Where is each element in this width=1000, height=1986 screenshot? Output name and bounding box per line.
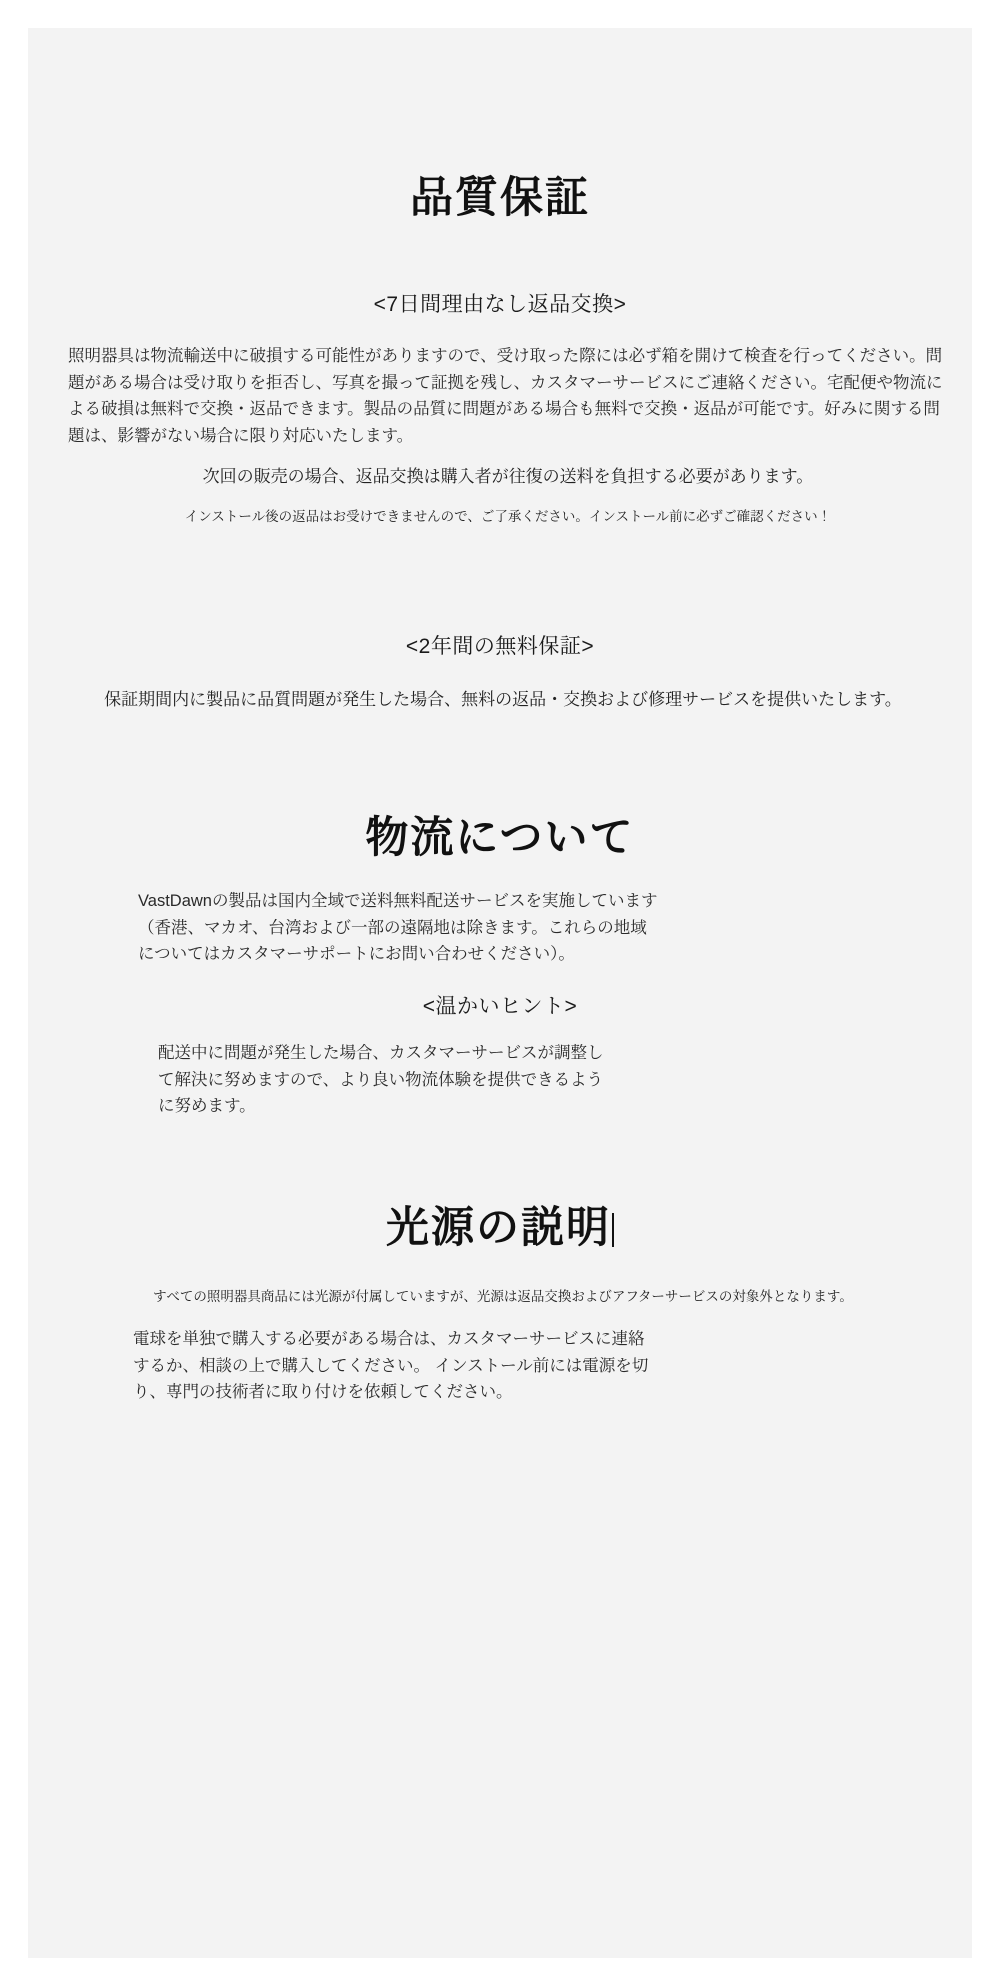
- light-source-heading-label: 光源の説明: [386, 1204, 611, 1252]
- warm-tips-body-text: 配送中に問題が発生した場合、カスタマーサービスが調整して解決に努めますので、より良い物流体験を提供できるように努めます。: [158, 1044, 604, 1116]
- two-year-warranty-subtitle: <2年間の無料保証>: [405, 635, 595, 658]
- text-cursor-caret: [612, 1213, 614, 1247]
- light-source-heading: [28, 1203, 972, 1255]
- warm-tips-subtitle: <温かいヒント>: [422, 995, 578, 1018]
- quality-warranty-heading: 品質保証: [410, 174, 590, 222]
- logistics-heading: 物流について: [365, 814, 635, 862]
- two-year-warranty-body-text: 保証期間内に製品に品質問題が発生した場合、無料の返品・交換および修理サービスを提供いたします。: [104, 690, 902, 709]
- return-policy-subtitle: <7日間理由なし返品交換>: [373, 293, 627, 316]
- logistics-body-text: VastDawnの製品は国内全域で送料無料配送サービスを実施しています（香港、マカオ、台湾および一部の遠隔地は除きます。これらの地域についてはカスタマーサポートにお問い合わせください）。: [138, 892, 658, 964]
- return-policy-body-text: 照明器具は物流輸送中に破損する可能性がありますので、受け取った際には必ず箱を開けて検査を行ってください。問題がある場合は受け取りを拒否し、写真を撮って証拠を残し、カスタマーサービスにご連絡ください。宅配便や物流による破損は無料で交換・返品できます。製品の品質に問題がある場合も無料で交換・返品が可能です。好みに関する問題は、影響がない場合に限り対応いたします。: [68, 347, 943, 446]
- light-source-exclusion-note: すべての照明器具商品には光源が付属していますが、光源は返品交換およびアフターサービスの対象外となります。: [153, 1289, 853, 1304]
- light-source-body-text: 電球を単独で購入する必要がある場合は、カスタマーサービスに連絡するか、相談の上で購入してください。 インストール前には電源を切り、専門の技術者に取り付けを依頼してください。: [133, 1330, 649, 1402]
- return-shipping-note: 次回の販売の場合、返品交換は購入者が往復の送料を負担する必要があります。: [202, 467, 814, 486]
- installation-return-note: インストール後の返品はお受けできませんので、ご了承ください。インストール前に必ずご確認ください！: [184, 509, 832, 524]
- content-panel: [28, 28, 972, 1958]
